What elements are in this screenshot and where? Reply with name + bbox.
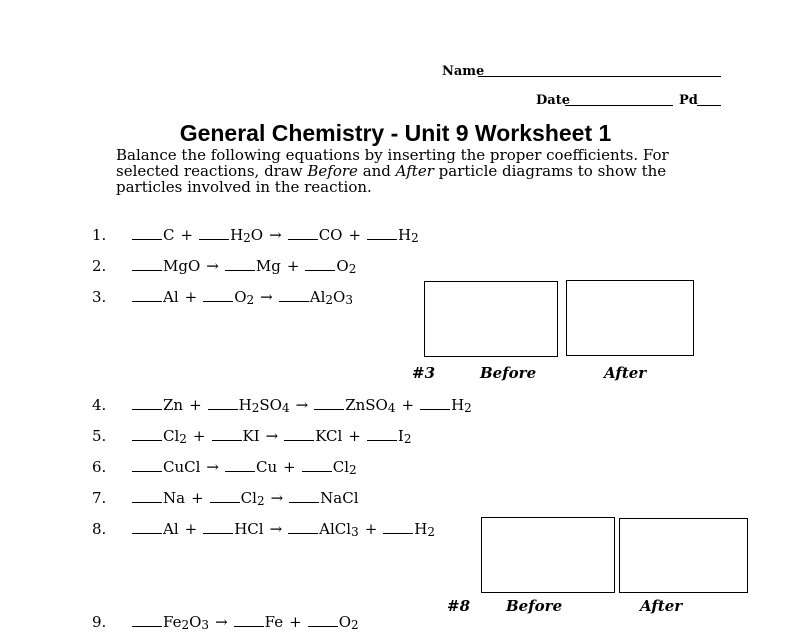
coefficient-blank[interactable] [132, 491, 162, 503]
coefficient-blank[interactable] [302, 460, 332, 472]
equation-text[interactable]: Al + HCl → AlCl$_3$ + $H_2$ [132, 520, 435, 539]
coefficient-blank[interactable] [383, 522, 413, 534]
date-field[interactable] [565, 105, 673, 106]
instructions-text-1: Balance the following equations by inserting the proper coefficients. For selected reactions, draw [116, 146, 669, 180]
coefficient-blank[interactable] [314, 398, 344, 410]
after-caption-3: After [604, 364, 647, 382]
coefficient-blank[interactable] [210, 491, 240, 503]
coefficient-blank[interactable] [212, 429, 242, 441]
coefficient-blank[interactable] [132, 259, 162, 271]
coefficient-blank[interactable] [308, 615, 338, 627]
coefficient-blank[interactable] [367, 228, 397, 240]
page-title: General Chemistry - Unit 9 Worksheet 1 [179, 120, 612, 146]
coefficient-blank[interactable] [132, 398, 162, 410]
coefficient-blank[interactable] [288, 228, 318, 240]
pd-label: Pd [679, 93, 698, 108]
equation-number: 2. [92, 257, 107, 275]
equation-text[interactable]: $Cl_2$ + KI → KCl + $I_2$ [132, 427, 411, 446]
equation-number: 3. [92, 288, 107, 306]
equation-number: 1. [92, 226, 107, 244]
coefficient-blank[interactable] [132, 460, 162, 472]
coefficient-blank[interactable] [132, 228, 162, 240]
coefficient-blank[interactable] [225, 259, 255, 271]
coefficient-blank[interactable] [132, 429, 162, 441]
coefficient-blank[interactable] [420, 398, 450, 410]
instructions-before-word: Before [307, 162, 358, 180]
equation-text[interactable]: CuCl → $Cu + Cl_2$ [132, 458, 357, 477]
after-caption-8: After [640, 597, 683, 615]
coefficient-blank[interactable] [132, 290, 162, 302]
equation-number: 4. [92, 396, 107, 414]
coefficient-blank[interactable] [234, 615, 264, 627]
coefficient-blank[interactable] [208, 398, 238, 410]
after-diagram-box-3[interactable] [566, 280, 694, 356]
equation-number: 5. [92, 427, 107, 445]
date-label: Date [536, 93, 570, 108]
equation-text[interactable]: $Na + Cl_2$ → NaCl [132, 489, 359, 508]
equation-number: 9. [92, 613, 107, 631]
before-diagram-box-3[interactable] [424, 281, 558, 357]
coefficient-blank[interactable] [132, 522, 162, 534]
coefficient-blank[interactable] [367, 429, 397, 441]
equation-number: 8. [92, 520, 107, 538]
coefficient-blank[interactable] [289, 491, 319, 503]
equation-text[interactable]: $C + H_2O$ → CO + $H_2$ [132, 226, 419, 245]
coefficient-blank[interactable] [199, 228, 229, 240]
diagram-label-3: #3 [412, 364, 436, 382]
before-caption-8: Before [506, 597, 563, 615]
before-diagram-box-8[interactable] [481, 517, 615, 593]
after-diagram-box-8[interactable] [619, 518, 748, 593]
equation-text[interactable]: $Al + O_2 \to Al_2O_3$ [132, 288, 353, 307]
instructions-text-3: particle diagrams to show the particles involved in the reaction. [116, 162, 667, 196]
coefficient-blank[interactable] [284, 429, 314, 441]
equation-number: 7. [92, 489, 107, 507]
equation-text[interactable]: MgO → $Mg + O_2$ [132, 257, 356, 276]
coefficient-blank[interactable] [225, 460, 255, 472]
instructions-after-word: After [395, 162, 434, 180]
name-field[interactable] [478, 76, 721, 77]
coefficient-blank[interactable] [203, 522, 233, 534]
equation-text[interactable]: $Zn + H_2SO_4$ → ZnSO$_4$ + $H_2$ [132, 396, 472, 415]
instructions [116, 147, 736, 195]
instructions-text-2: and [357, 162, 396, 180]
diagram-label-8: #8 [447, 597, 471, 615]
coefficient-blank[interactable] [305, 259, 335, 271]
equation-number: 6. [92, 458, 107, 476]
before-caption-3: Before [480, 364, 537, 382]
name-label: Name [442, 64, 485, 79]
coefficient-blank[interactable] [203, 290, 233, 302]
coefficient-blank[interactable] [279, 290, 309, 302]
equation-text[interactable]: $Fe_2O_3 \to Fe + O_2$ [132, 613, 359, 632]
coefficient-blank[interactable] [132, 615, 162, 627]
pd-field[interactable] [697, 105, 721, 106]
coefficient-blank[interactable] [288, 522, 318, 534]
